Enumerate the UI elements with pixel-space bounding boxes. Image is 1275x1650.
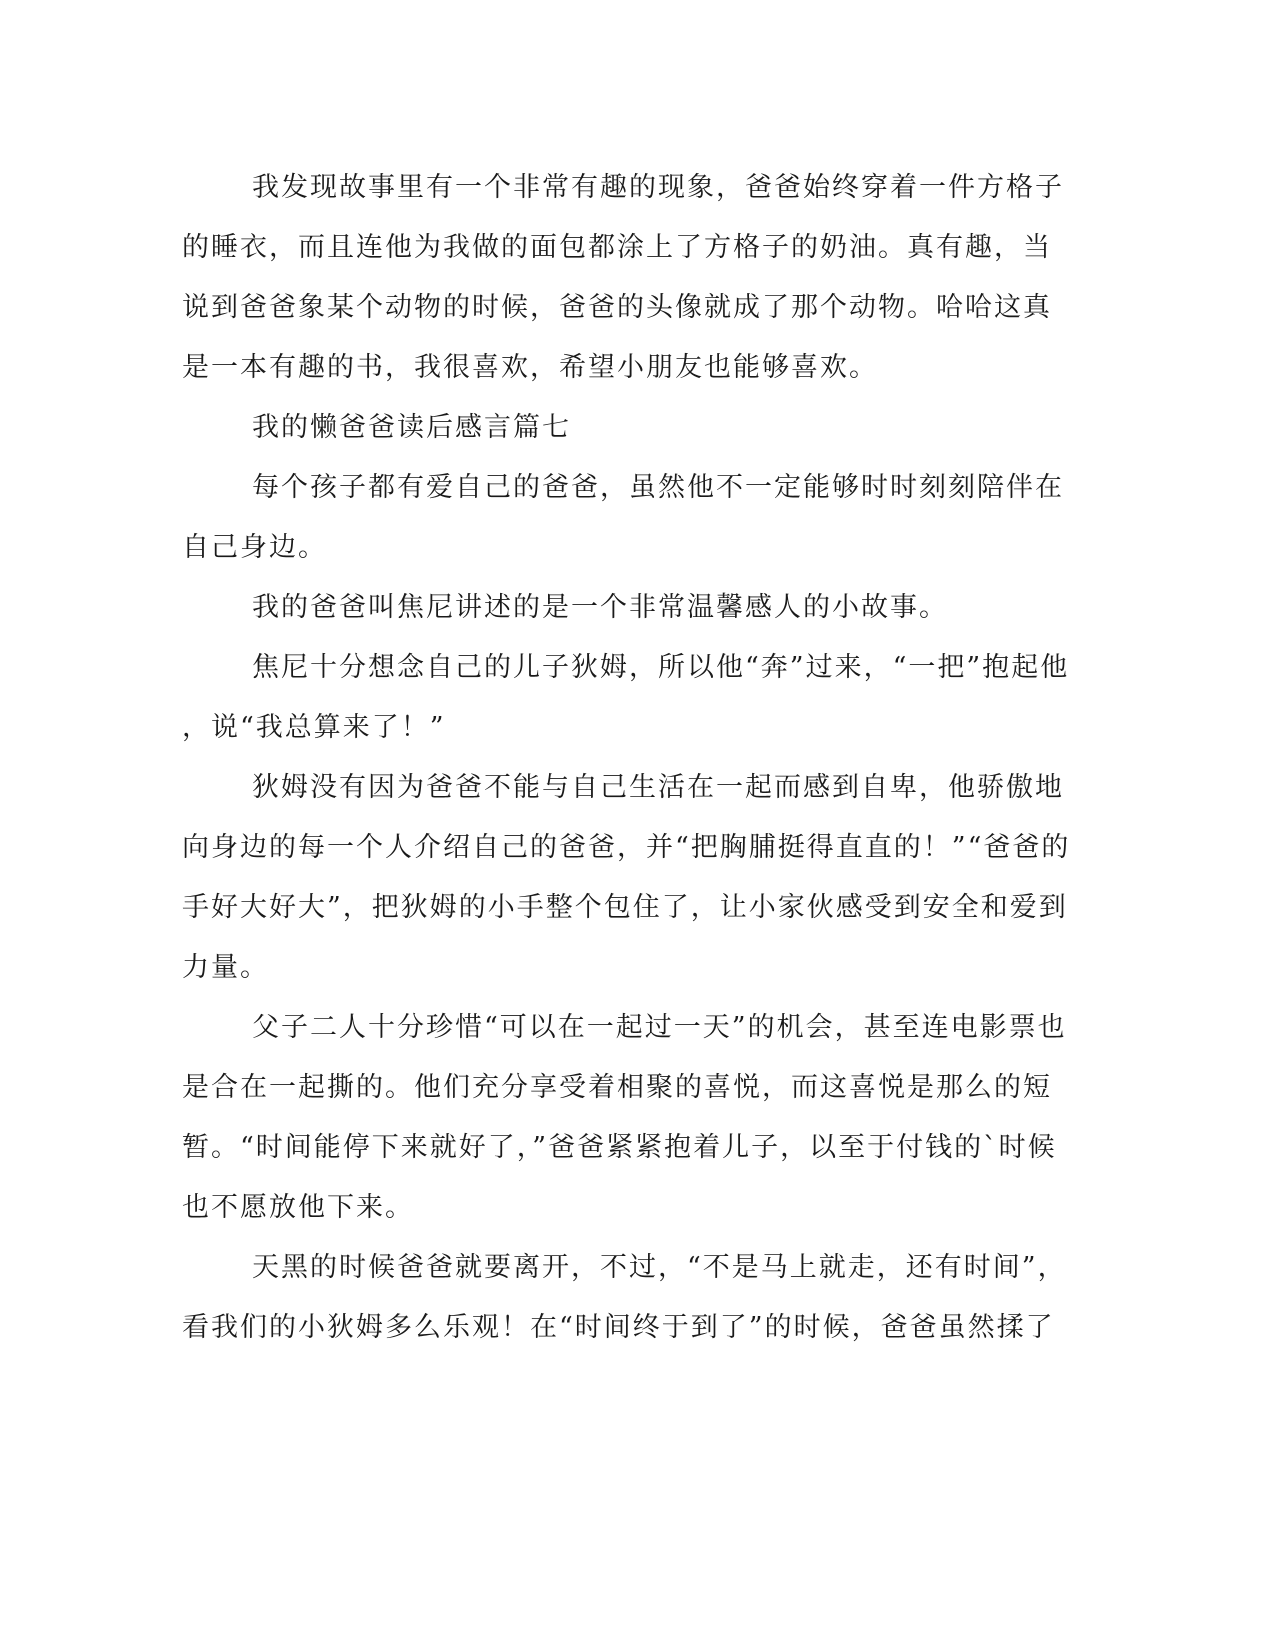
section-heading	[182, 398, 1037, 458]
paragraph-5	[182, 638, 1070, 758]
text-line: 的睡衣，而且连他为我做的面包都涂上了方格子的奶油。真有趣，当	[182, 232, 1052, 263]
text-line: 也不愿放他下来。	[182, 1192, 414, 1223]
text-line: 我发现故事里有一个非常有趣的现象，爸爸始终穿着一件方格子	[252, 172, 1064, 203]
text-line: 天黑的时候爸爸就要离开，不过，“不是马上就走，还有时间”，	[252, 1252, 1067, 1283]
text-line: 狄姆没有因为爸爸不能与自己生活在一起而感到自卑，他骄傲地	[252, 772, 1064, 803]
paragraph-6	[182, 758, 1071, 998]
text-line: 手好大好大”，把狄姆的小手整个包住了，让小家伙感受到安全和爱到	[182, 892, 1068, 923]
document-body	[182, 158, 1071, 1358]
text-line: 父子二人十分珍惜“可以在一起过一天”的机会，甚至连电影票也	[252, 1012, 1067, 1043]
text-line: 我的爸爸叫焦尼讲述的是一个非常温馨感人的小故事。	[252, 592, 948, 623]
text-line: ，说“我总算来了！”	[182, 712, 446, 743]
text-line: 焦尼十分想念自己的儿子狄姆，所以他“奔”过来，“一把”抱起他	[252, 652, 1070, 683]
paragraph-1	[182, 158, 1064, 398]
paragraph-4	[182, 578, 1037, 638]
paragraph-8	[182, 1238, 1067, 1358]
text-line: 每个孩子都有爱自己的爸爸，虽然他不一定能够时时刻刻陪伴在	[252, 472, 1064, 503]
section-heading-text: 我的懒爸爸读后感言篇七	[252, 412, 571, 443]
paragraph-7	[182, 998, 1067, 1238]
text-line: 自己身边。	[182, 532, 327, 563]
text-line: 向身边的每一个人介绍自己的爸爸，并“把胸脯挺得直直的！”“爸爸的	[182, 832, 1071, 863]
text-line: 看我们的小狄姆多么乐观！在“时间终于到了”的时候，爸爸虽然揉了	[182, 1312, 1055, 1343]
text-line: 是合在一起撕的。他们充分享受着相聚的喜悦，而这喜悦是那么的短	[182, 1072, 1052, 1103]
text-line: 说到爸爸象某个动物的时候，爸爸的头像就成了那个动物。哈哈这真	[182, 292, 1052, 323]
text-line: 力量。	[182, 952, 269, 983]
paragraph-3	[182, 458, 1064, 578]
text-line: 是一本有趣的书，我很喜欢，希望小朋友也能够喜欢。	[182, 352, 878, 383]
text-line: 暂。“时间能停下来就好了，”爸爸紧紧抱着儿子，以至于付钱的`时候	[182, 1132, 1057, 1163]
